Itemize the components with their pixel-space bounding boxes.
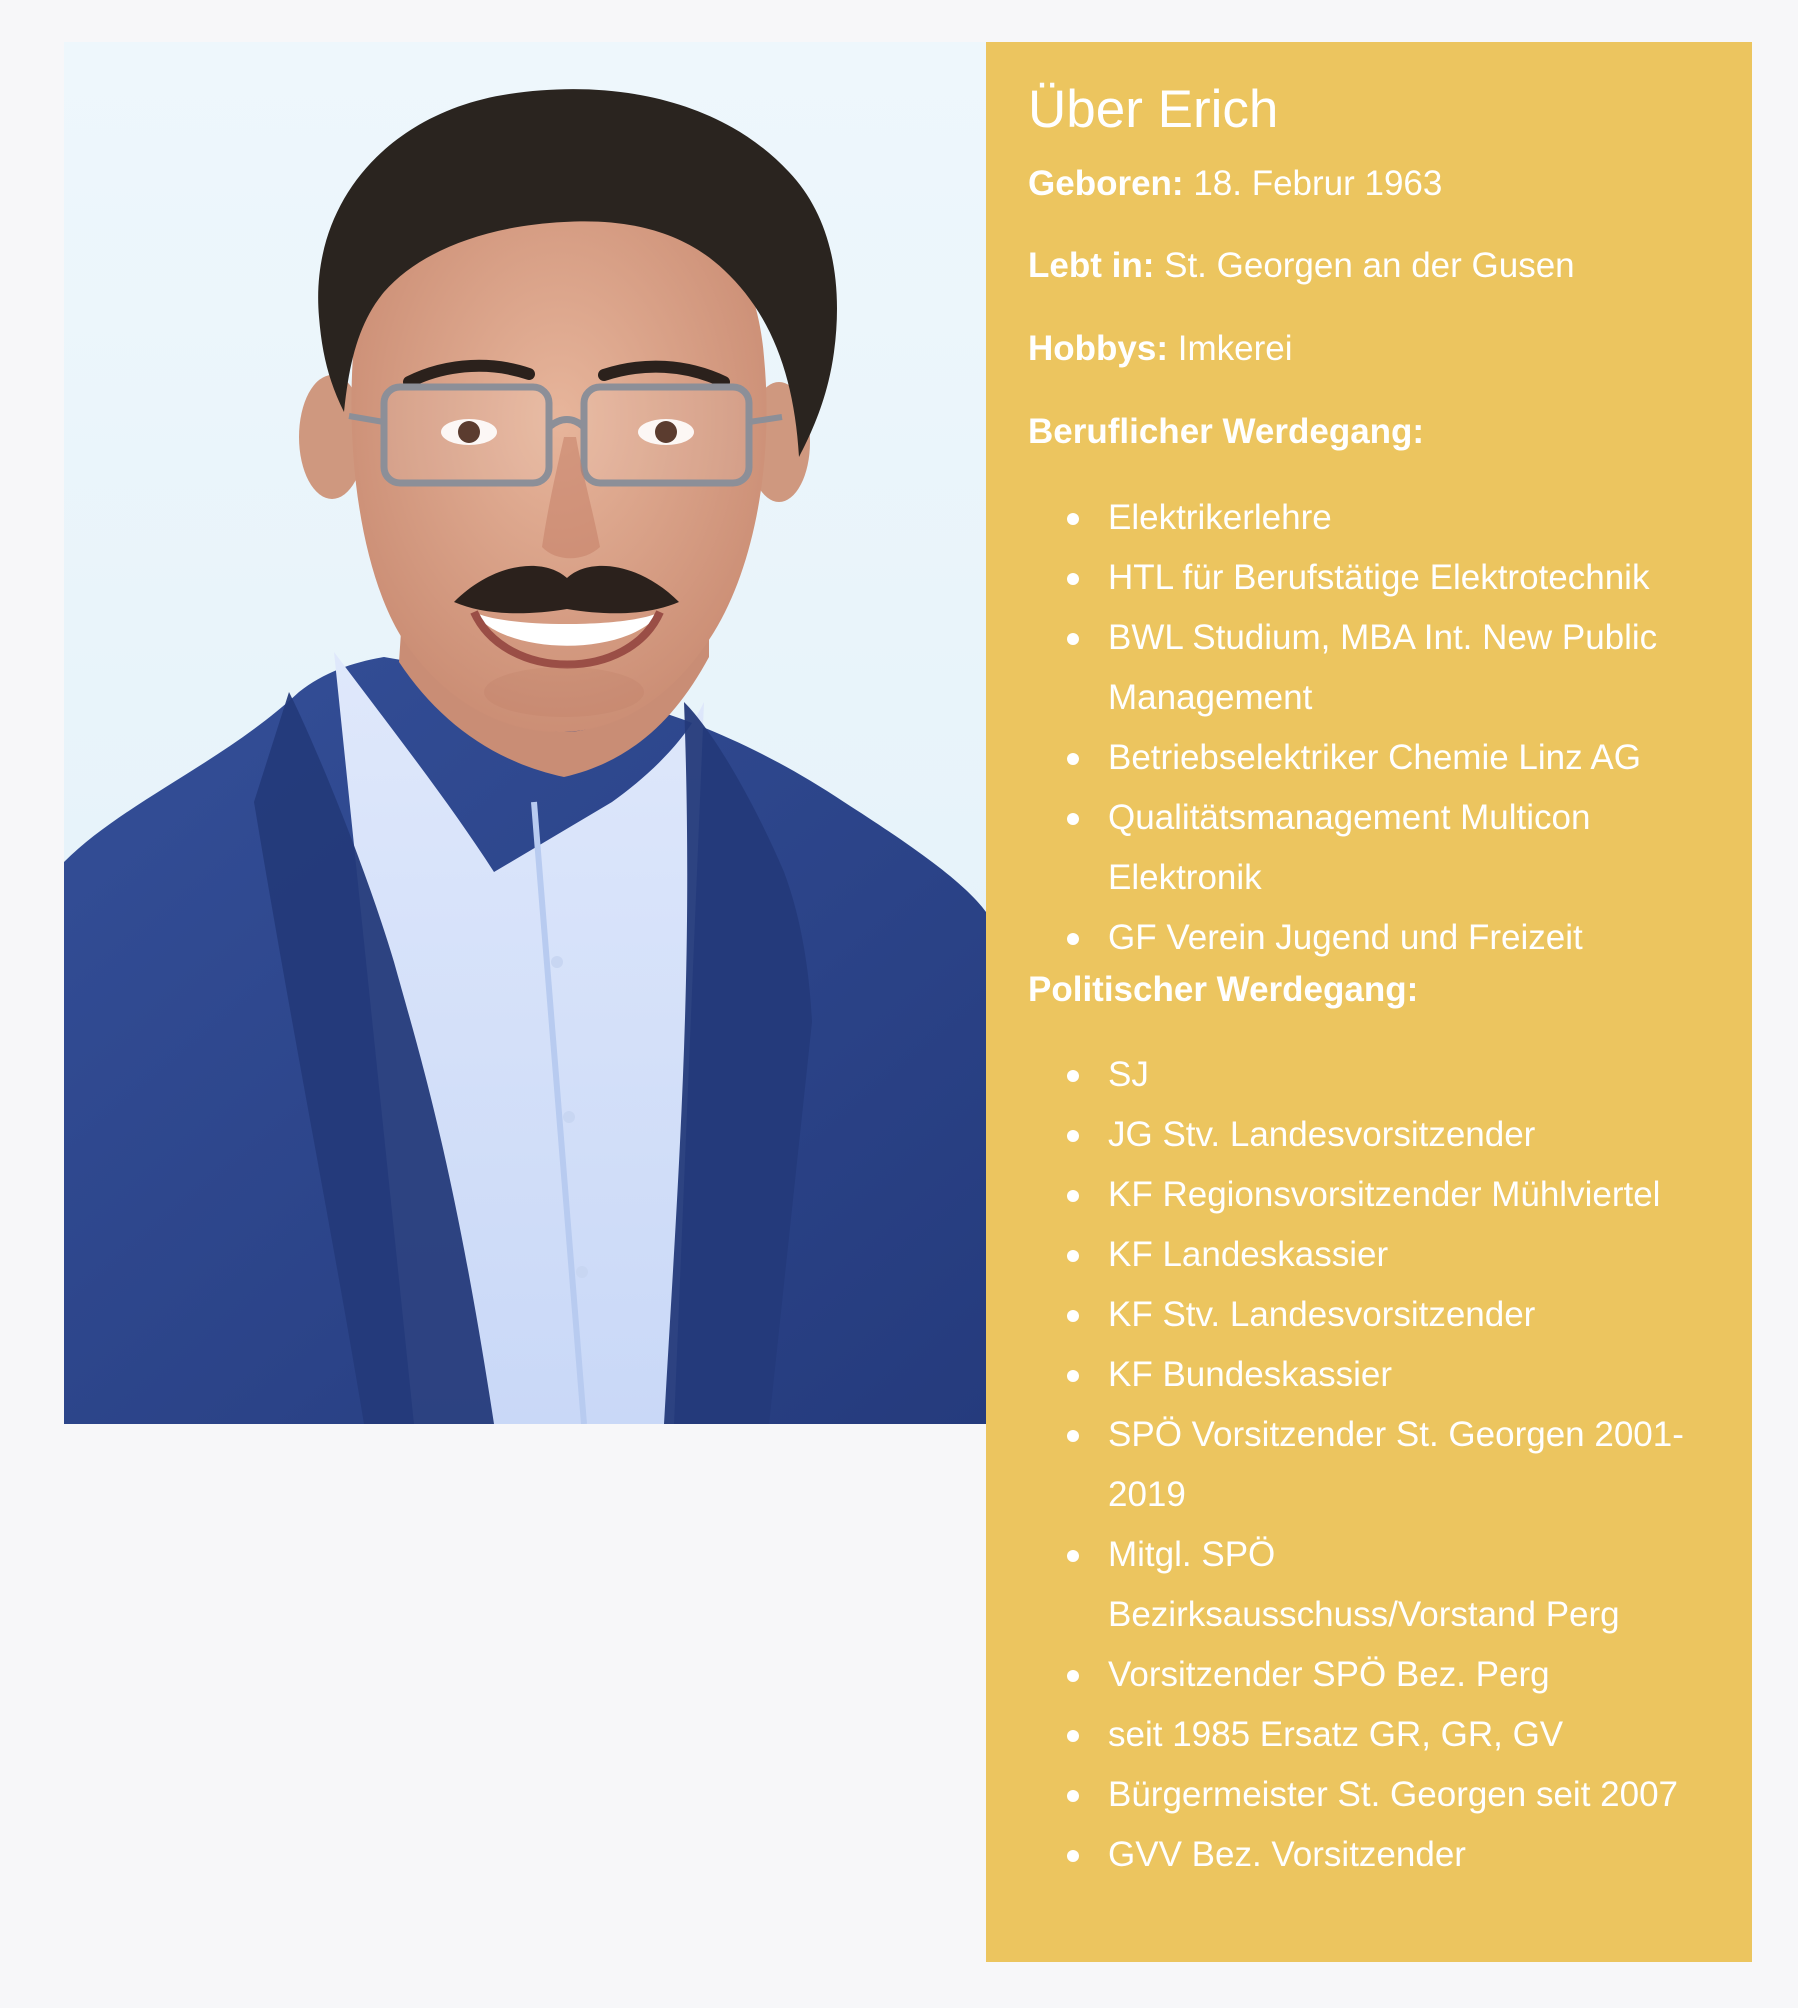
- political-list-item: KF Stv. Landesvorsitzender: [1108, 1285, 1712, 1345]
- birth-value: 18. Februr 1963: [1193, 163, 1443, 203]
- residence-info: [1028, 244, 1712, 288]
- hobbies-value: Imkerei: [1177, 329, 1293, 369]
- political-list-item: KF Landeskassier: [1108, 1225, 1712, 1285]
- portrait-photo: [64, 42, 986, 1424]
- political-list-item: seit 1985 Ersatz GR, GR, GV: [1108, 1705, 1712, 1765]
- professional-list-item: GF Verein Jugend und Freizeit: [1108, 908, 1712, 968]
- shirt-button: [551, 956, 563, 968]
- political-list-item: Vorsitzender SPÖ Bez. Perg: [1108, 1645, 1712, 1705]
- professional-list-item: Qualitätsmanagement Multicon Elektronik: [1108, 788, 1712, 908]
- professional-list-item: BWL Studium, MBA Int. New Public Management: [1108, 608, 1712, 728]
- residence-value: St. Georgen an der Gusen: [1164, 246, 1575, 286]
- chin-shadow: [484, 667, 644, 717]
- political-list-item: GVV Bez. Vorsitzender: [1108, 1825, 1712, 1885]
- professional-list-item: Elektrikerlehre: [1108, 488, 1712, 548]
- political-list-item: Mitgl. SPÖ Bezirksausschuss/Vorstand Perg: [1108, 1525, 1712, 1645]
- professional-list: [1028, 488, 1712, 968]
- hobbies-info: [1028, 327, 1712, 371]
- birth-label: Geboren:: [1028, 163, 1184, 203]
- political-list-item: JG Stv. Landesvorsitzender: [1108, 1105, 1712, 1165]
- about-panel: [986, 42, 1752, 1962]
- political-heading: Politischer Werdegang:: [1028, 969, 1419, 1009]
- left-iris: [458, 421, 480, 443]
- shirt-button: [576, 1266, 588, 1278]
- professional-list-item: HTL für Berufstätige Elektrotechnik: [1108, 548, 1712, 608]
- political-list: [1028, 1045, 1712, 1885]
- right-iris: [655, 421, 677, 443]
- political-list-item: KF Bundeskassier: [1108, 1345, 1712, 1405]
- political-list-item: Bürgermeister St. Georgen seit 2007: [1108, 1765, 1712, 1825]
- hobbies-label: Hobbys:: [1028, 329, 1168, 369]
- political-list-item: SJ: [1108, 1045, 1712, 1105]
- political-list-item: KF Regionsvorsitzender Mühlviertel: [1108, 1165, 1712, 1225]
- birth-info: [1028, 162, 1712, 206]
- shirt-button: [563, 1111, 575, 1123]
- professional-list-item: Betriebselektriker Chemie Linz AG: [1108, 728, 1712, 788]
- portrait-illustration: [64, 42, 986, 1424]
- professional-heading: Beruflicher Werdegang:: [1028, 411, 1425, 451]
- residence-label: Lebt in:: [1028, 246, 1155, 286]
- about-title: Über Erich: [1028, 80, 1279, 139]
- political-list-item: SPÖ Vorsitzender St. Georgen 2001-2019: [1108, 1405, 1712, 1525]
